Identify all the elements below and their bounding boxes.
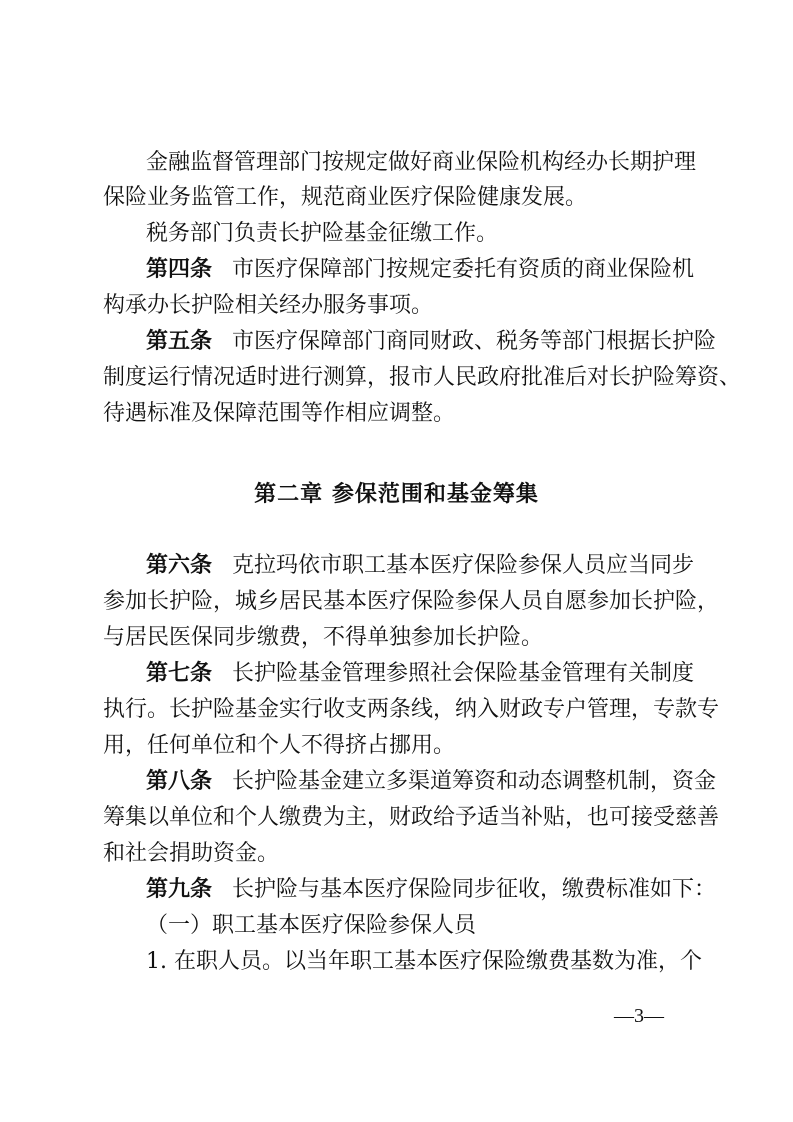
text-line: 制度运行情况适时进行测算，报市人民政府批准后对长护险筹资、	[103, 365, 742, 390]
article-label: 第九条	[146, 877, 213, 902]
paragraph-line	[0, 909, 793, 943]
paragraph-line	[0, 729, 793, 763]
text-line: 和社会捐助资金。	[103, 841, 280, 866]
paragraph-line	[0, 397, 793, 431]
paragraph-line	[0, 146, 793, 180]
article-text: 长护险与基本医疗保险同步征收，缴费标准如下：	[232, 877, 717, 902]
article-9-line	[0, 873, 793, 907]
paragraph-line	[0, 585, 793, 619]
article-6-line	[0, 549, 793, 583]
article-label: 第八条	[146, 769, 213, 794]
text-line: 与居民医保同步缴费，不得单独参加长护险。	[103, 625, 544, 650]
paragraph-line	[0, 361, 793, 395]
text-line: 待遇标准及保障范围等作相应调整。	[103, 401, 456, 426]
article-5-line	[0, 325, 793, 359]
article-text: 市医疗保障部门商同财政、税务等部门根据长护险	[232, 329, 717, 354]
paragraph-line	[0, 181, 793, 215]
text-line: 金融监督管理部门按规定做好商业保险机构经办长期护理	[146, 150, 697, 175]
article-text: 长护险基金建立多渠道筹资和动态调整机制，资金	[232, 769, 717, 794]
paragraph-line	[0, 621, 793, 655]
text-line: （一）职工基本医疗保险参保人员	[146, 913, 477, 938]
article-4-line	[0, 253, 793, 287]
paragraph-line	[0, 693, 793, 727]
article-label: 第七条	[146, 661, 213, 686]
article-7-line	[0, 657, 793, 691]
article-label: 第四条	[146, 257, 213, 282]
paragraph-line	[0, 945, 793, 979]
page-number: —3—	[614, 1005, 664, 1027]
paragraph-line	[0, 837, 793, 871]
text-line: 筹集以单位和个人缴费为主，财政给予适当补贴，也可接受慈善	[103, 805, 720, 830]
text-line: 1. 在职人员。以当年职工基本医疗保险缴费基数为准，个	[146, 949, 702, 974]
article-text: 长护险基金管理参照社会保险基金管理有关制度	[232, 661, 695, 686]
article-text: 克拉玛依市职工基本医疗保险参保人员应当同步	[232, 553, 695, 578]
chapter-title: 第二章 参保范围和基金筹集	[254, 482, 539, 507]
paragraph-line	[0, 289, 793, 323]
text-line: 参加长护险，城乡居民基本医疗保险参保人员自愿参加长护险，	[103, 589, 720, 614]
article-text: 市医疗保障部门按规定委托有资质的商业保险机	[232, 257, 695, 282]
article-8-line	[0, 765, 793, 799]
text-line: 构承办长护险相关经办服务事项。	[103, 293, 434, 318]
text-line: 执行。长护险基金实行收支两条线，纳入财政专户管理，专款专	[103, 697, 720, 722]
paragraph-line	[0, 217, 793, 251]
paragraph-line	[0, 801, 793, 835]
text-line: 保险业务监管工作，规范商业医疗保险健康发展。	[103, 185, 588, 210]
text-line: 税务部门负责长护险基金征缴工作。	[146, 221, 499, 246]
article-label: 第五条	[146, 329, 213, 354]
article-label: 第六条	[146, 553, 213, 578]
text-line: 用，任何单位和个人不得挤占挪用。	[103, 733, 456, 758]
